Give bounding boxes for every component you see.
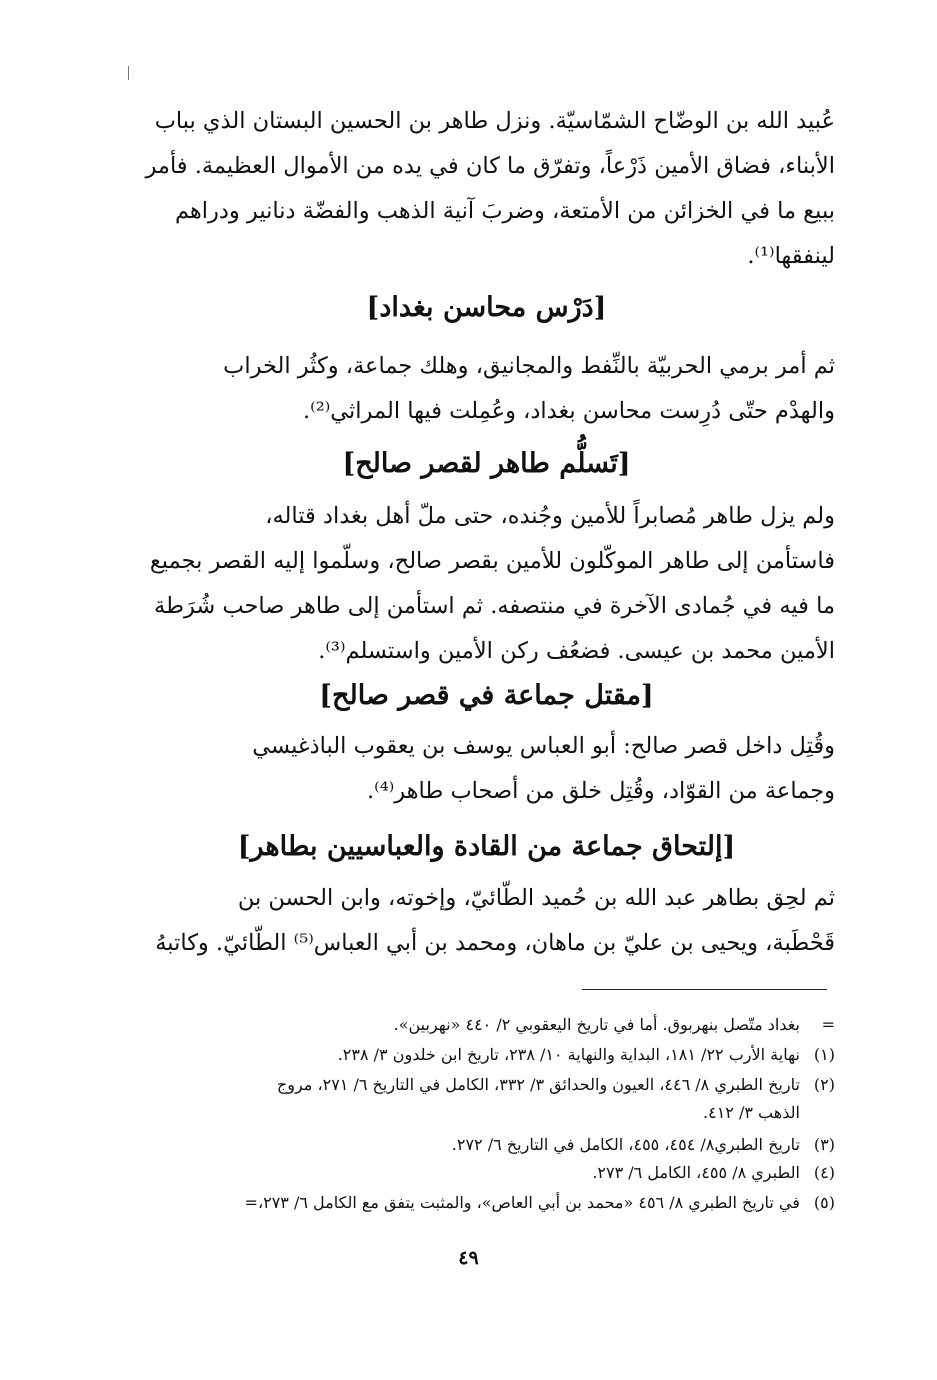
footnote-text: الطبري ٨/ ٤٥٥، الكامل ٦/ ٢٧٣.	[592, 1163, 800, 1182]
text-line: الأبناء، فضاق الأمين ذَرْعاً، وتفرّق ما كان في يده من الأموال العظيمة. فأمر	[145, 153, 835, 179]
text-line: ما فيه في جُمادى الآخرة في منتصفه. ثم استأمن إلى طاهر صاحب شُرَطة	[154, 593, 835, 619]
footnote-number: =	[821, 1015, 835, 1034]
footnote-text: الذهب ٣/ ٤١٢.	[703, 1103, 800, 1122]
footnote	[138, 1160, 835, 1186]
text-line: ولم يزل طاهر مُصابراً للأمين وجُنده، حتى ملّ أهل بغداد قتاله،	[265, 503, 835, 529]
scan-mark	[128, 66, 129, 80]
footnote	[138, 1042, 835, 1068]
text-line: والهدْم حتّى دُرِست محاسن بغداد، وعُمِلت فيها المراثي⁽²⁾.	[303, 398, 835, 424]
footnote-text: تاريخ الطبري٨/ ٤٥٤، ٤٥٥، الكامل في التاريخ ٦/ ٢٧٢.	[451, 1135, 800, 1154]
section-heading: [إلتحاق جماعة من القادة والعباسيين بطاهر]	[237, 831, 736, 862]
text-line: الأمين محمد بن عيسى. فضعُف ركن الأمين واستسلم⁽³⁾.	[318, 638, 835, 664]
section-heading: [دَرْس محاسن بغداد]	[366, 292, 607, 323]
section-heading: [مقتل جماعة في قصر صالح]	[319, 680, 654, 711]
section-paragraph	[138, 876, 835, 966]
footnote	[138, 1132, 835, 1158]
footnote-number: (٤)	[813, 1163, 835, 1182]
footnote	[138, 1072, 835, 1098]
footnote-number: (٥)	[813, 1193, 835, 1212]
page-number: ٤٩	[458, 1247, 479, 1269]
text-line: وقُتِل داخل قصر صالح: أبو العباس يوسف بن يعقوب الباذغيسي	[252, 733, 835, 759]
text-line: قَحْطَبة، ويحيى بن عليّ بن ماهان، ومحمد بن أبي العباس⁽⁵⁾ الطّائيّ. وكاتبهُ	[155, 930, 835, 956]
section-paragraph	[138, 494, 835, 674]
text-line: ثم أمر برمي الحربيّة بالنِّفط والمجانيق، وهلك جماعة، وكثُر الخراب	[223, 353, 835, 379]
text-line: ثم لحِق بطاهر عبد الله بن حُميد الطّائيّ، وإخوته، وابن الحسن بن	[237, 885, 835, 911]
footnote-number: (٣)	[813, 1135, 835, 1154]
footnote	[138, 1012, 835, 1038]
footnote-text: بغداد متّصل بنهربوق. أما في تاريخ اليعقوبي ٢/ ٤٤٠ «نهربين».	[393, 1015, 800, 1034]
footnote	[138, 1190, 835, 1216]
footnote-divider	[582, 989, 827, 990]
footnote-number: (١)	[813, 1045, 835, 1064]
text-line: لينفقها⁽¹⁾.	[747, 243, 835, 269]
section-paragraph	[138, 724, 835, 814]
footnote-continuation	[138, 1100, 835, 1126]
footnote-number: (٢)	[813, 1075, 835, 1094]
section-paragraph	[138, 344, 835, 434]
footnote-text: تاريخ الطبري ٨/ ٤٤٦، العيون والحدائق ٣/ ٣٣٢، الكامل في التاريخ ٦/ ٢٧١، مروج	[276, 1075, 800, 1094]
text-line: عُبيد الله بن الوضّاح الشمّاسيّة. ونزل طاهر بن الحسين البستان الذي بباب	[154, 108, 835, 134]
text-line: فاستأمن إلى طاهر الموكّلون للأمين بقصر صالح، وسلّموا إليه القصر بجميع	[149, 548, 835, 574]
footnote-text: في تاريخ الطبري ٨/ ٤٥٦ «محمد بن أبي العاص»، والمثبت يتفق مع الكامل ٦/ ٢٧٣،=	[244, 1193, 800, 1212]
intro-paragraph	[138, 99, 835, 279]
text-line: ببيع ما في الخزائن من الأمتعة، وضربَ آنية الذهب والفضّة دنانير ودراهم	[174, 198, 835, 224]
footnote-text: نهاية الأرب ٢٢/ ١٨١، البداية والنهاية ١٠/ ٢٣٨، تاريخ ابن خلدون ٣/ ٢٣٨.	[337, 1045, 800, 1064]
text-line: وجماعة من القوّاد، وقُتِل خلق من أصحاب طاهر⁽⁴⁾.	[367, 778, 835, 804]
section-heading: [تَسلُّم طاهر لقصر صالح]	[342, 448, 631, 479]
